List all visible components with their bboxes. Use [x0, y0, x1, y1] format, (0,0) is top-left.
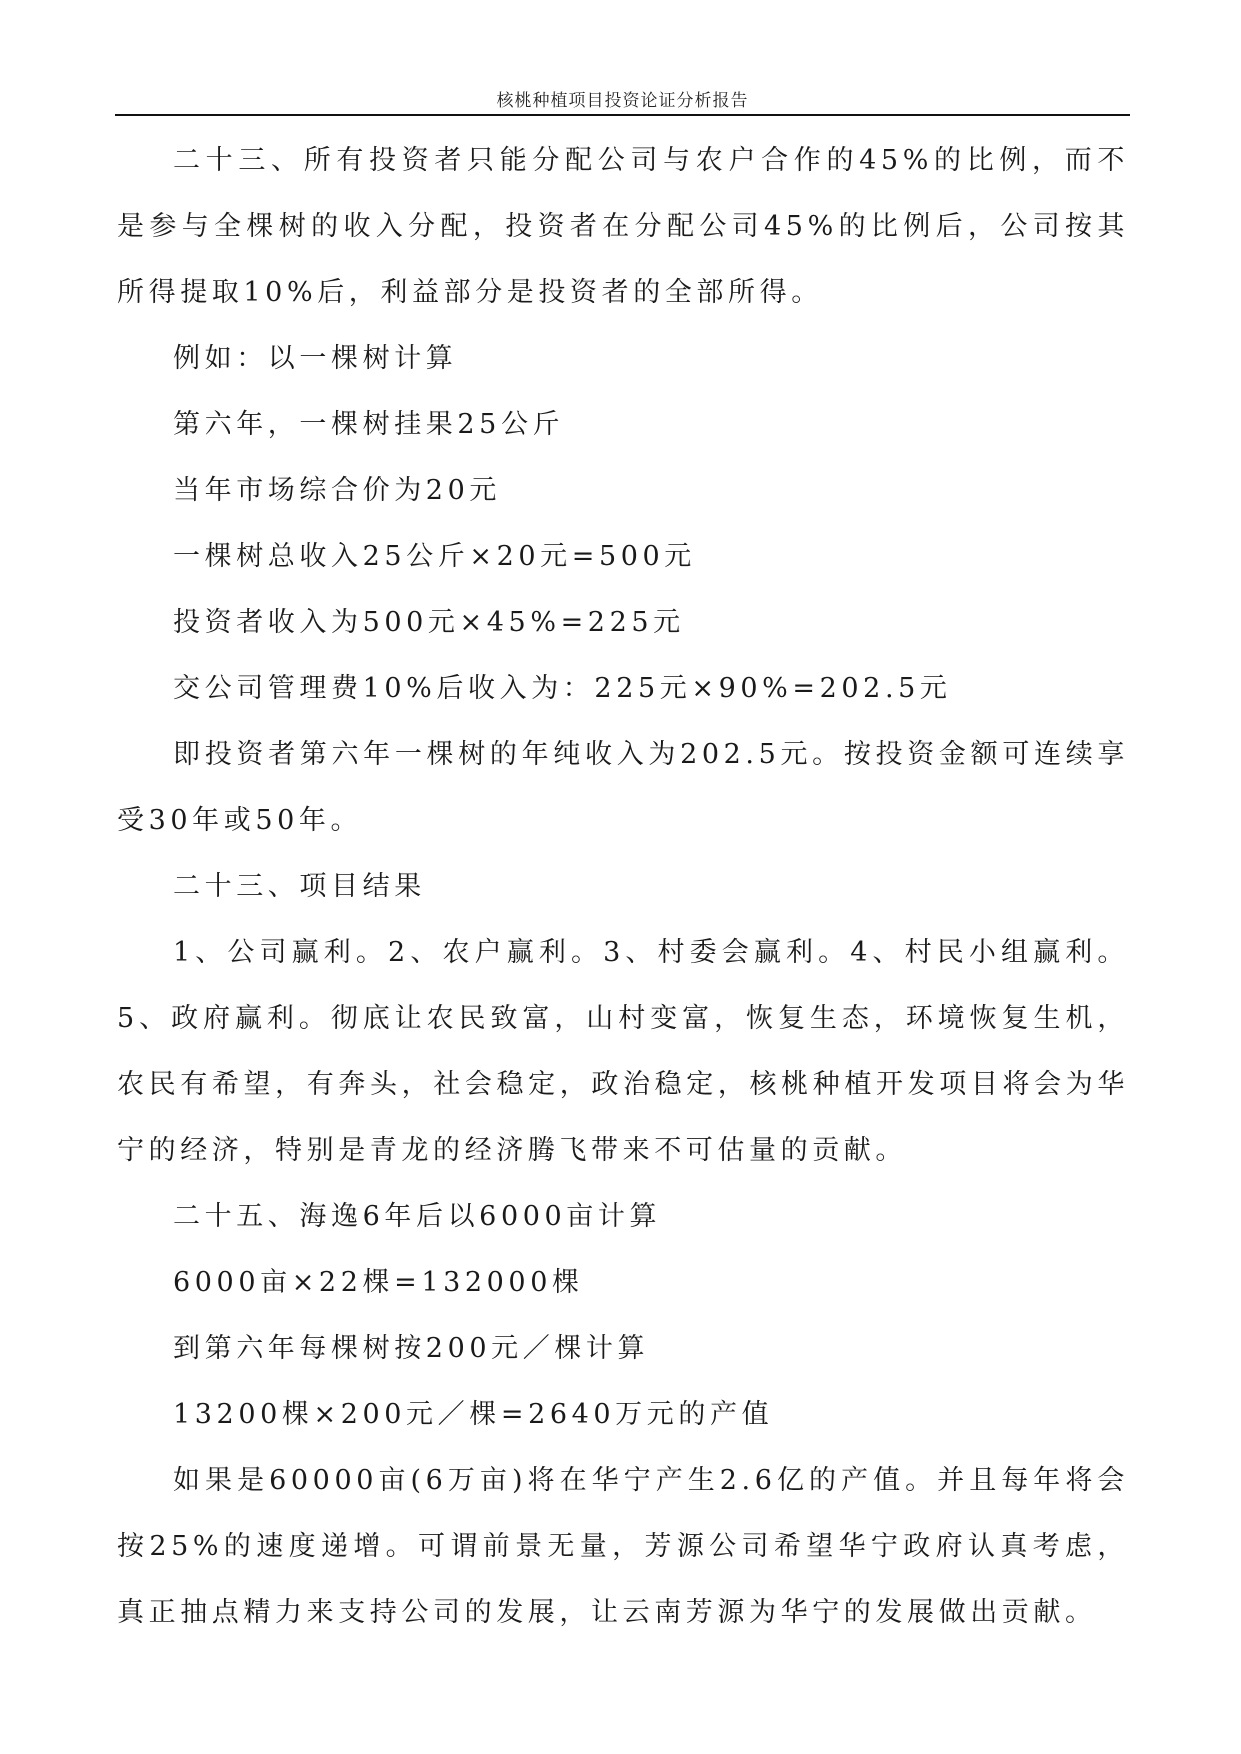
paragraph-yield: 第六年，一棵树挂果25公斤 — [173, 409, 565, 440]
paragraph-output-value: 13200棵×200元／棵=2640万元的产值 — [173, 1399, 774, 1430]
section-heading-haiyi-calculation: 二十五、海逸6年后以6000亩计算 — [173, 1201, 662, 1232]
section-heading-project-results: 二十三、项目结果 — [173, 871, 426, 902]
paragraph-net-income: 即投资者第六年一棵树的年纯收入为202.5元。按投资金额可连续享受30年或50年。 — [117, 739, 1129, 836]
paragraph-market-price: 当年市场综合价为20元 — [173, 475, 501, 506]
paragraph-price-per-tree: 到第六年每棵树按200元／棵计算 — [173, 1333, 650, 1364]
running-header: 核桃种植项目投资论证分析报告 — [496, 91, 749, 111]
header-divider — [115, 114, 1130, 116]
document-body — [117, 128, 1129, 1646]
paragraph-management-fee: 交公司管理费10%后收入为：225元×90%=202.5元 — [173, 673, 952, 704]
paragraph-project-results: 1、公司赢利。2、农户赢利。3、村委会赢利。4、村民小组赢利。5、政府赢利。彻底让农民致富，山村变富，恢复生态，环境恢复生机，农民有希望，有奔头，社会稳定，政治稳定，核桃种植开发项目将会为华宁的经济，特别是青龙的经济腾飞带来不可估量的贡献。 — [117, 937, 1129, 1166]
paragraph-tree-count: 6000亩×22棵=132000棵 — [173, 1267, 584, 1298]
paragraph-profit-distribution: 二十三、所有投资者只能分配公司与农户合作的45%的比例，而不是参与全棵树的收入分配，投资者在分配公司45%的比例后，公司按其所得提取10%后，利益部分是投资者的全部所得。 — [117, 145, 1129, 308]
paragraph-total-income: 一棵树总收入25公斤×20元=500元 — [173, 541, 696, 572]
paragraph-outlook: 如果是60000亩(6万亩)将在华宁产生2.6亿的产值。并且每年将会按25%的速度递增。可谓前景无量，芳源公司希望华宁政府认真考虑，真正抽点精力来支持公司的发展，让云南芳源为华宁的发展做出贡献。 — [117, 1465, 1129, 1628]
paragraph-example-intro: 例如：以一棵树计算 — [173, 343, 458, 374]
paragraph-investor-income: 投资者收入为500元×45%=225元 — [173, 607, 685, 638]
